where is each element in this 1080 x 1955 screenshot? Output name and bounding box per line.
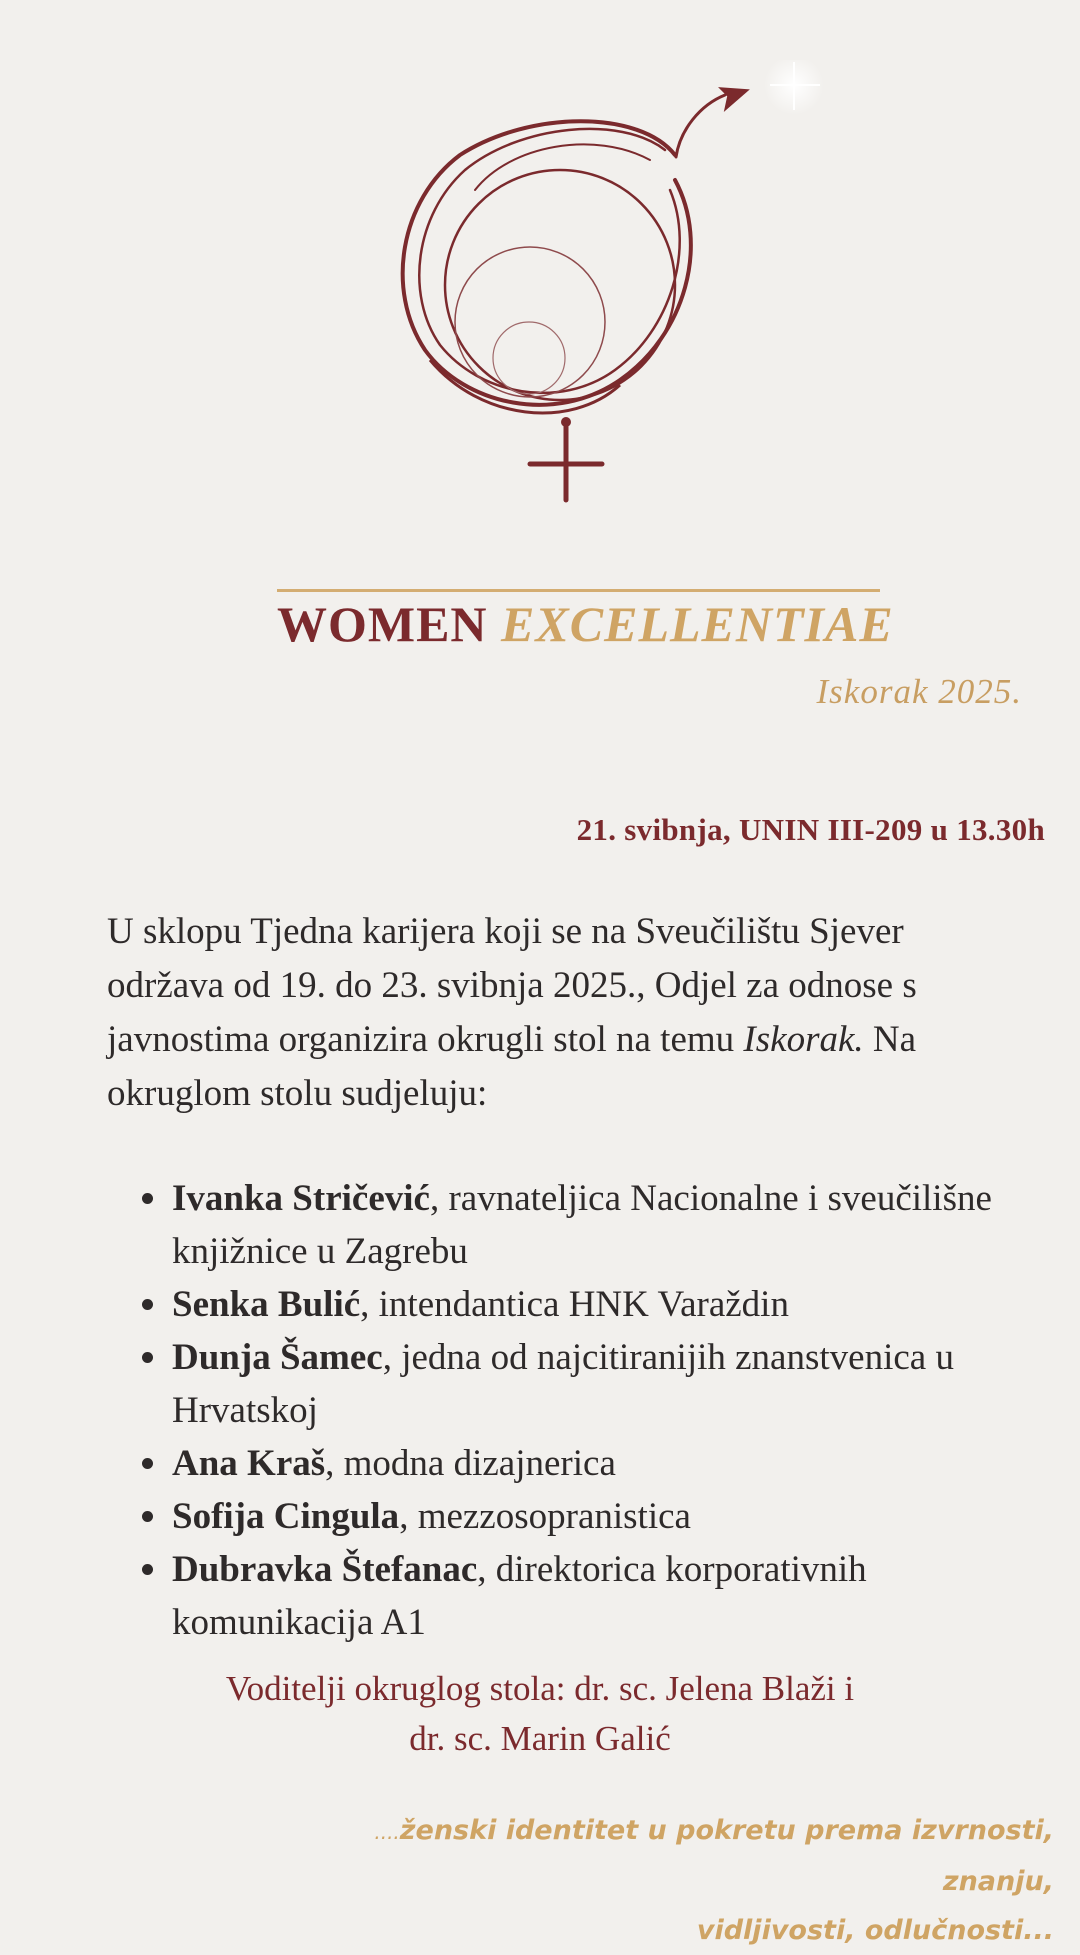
moderators-note [150,1664,930,1764]
tagline-line-2: vidljivosti, odlučnosti... [696,1915,1054,1946]
participant-role: , intendantica HNK Varaždin [360,1284,789,1325]
participant-name: Sofija Cingula [172,1496,400,1537]
participants-list [107,1172,1072,1649]
participant-role: , modna dizajnerica [325,1443,616,1484]
tagline-dots: .... [374,1820,400,1844]
list-item [172,1278,1072,1331]
moderators-line-1: Voditelji okruglog stola: dr. sc. Jelena Blaži i [225,1669,855,1708]
brand-divider [277,589,880,592]
participant-name: Dunja Šamec [172,1337,383,1378]
tagline-text-1: ženski identitet u pokretu prema izvrnosti, znanju, [399,1815,1054,1897]
sparkle-icon [764,60,824,115]
intro-topic: Iskorak. [743,1019,864,1060]
tagline [294,1806,1054,1955]
tagline-line-1 [294,1806,1054,1906]
participant-role: , ravnateljica Nacionalne i sveučilišne knjižnice u Zagrebu [172,1178,992,1272]
brand-wordmark [277,594,917,654]
participant-name: Senka Bulić [172,1284,361,1325]
participant-name: Ana Kraš [172,1443,326,1484]
list-item [172,1437,1072,1490]
brand-word-excellentiae: EXCELLENTIAE [501,596,894,652]
list-item [172,1172,1072,1278]
participant-name: Dubravka Štefanac [172,1549,478,1590]
intro-paragraph [107,905,1027,1121]
intro-text-before: U sklopu Tjedna karijera koji se na Sveučilištu Sjever održava od 19. do 23. svibnja 2025., Odjel za odnose s javnostima organizira okrugli stol na temu [107,911,917,1060]
moderators-line-2: dr. sc. Marin Galić [409,1719,671,1758]
participant-role: , direktorica korporativnih komunikacija A1 [172,1549,867,1643]
list-item [172,1490,1072,1543]
participant-role: , jedna od najcitiranijih znanstvenica u Hrvatskoj [172,1337,954,1431]
list-item [172,1331,1072,1437]
list-item [172,1543,1072,1649]
participant-role: , mezzosopranistica [399,1496,691,1537]
participant-name: Ivanka Stričević [172,1178,430,1219]
venus-cross-icon [530,425,602,500]
event-date-location: 21. svibnja, UNIN III-209 u 13.30h [576,812,1045,847]
intro-text-after: Na okruglom stolu sudjeluju: [107,1019,917,1114]
brand-word-women: WOMEN [277,596,488,652]
women-symbol-logo [380,60,860,520]
event-subtitle: Iskorak 2025. [816,672,1022,711]
